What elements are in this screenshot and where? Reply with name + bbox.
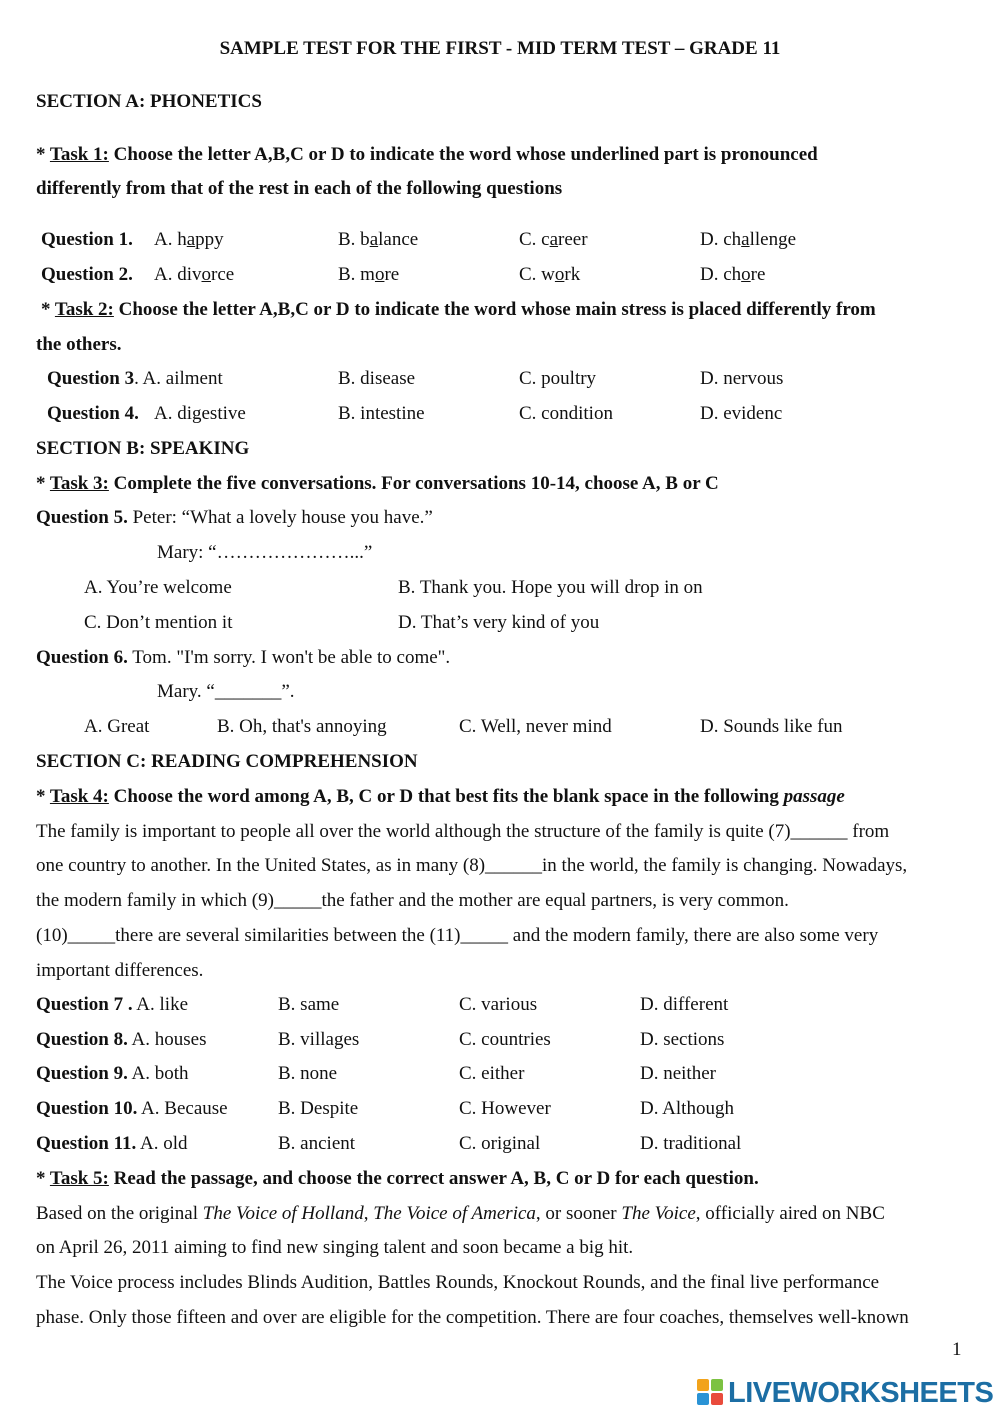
question-5-label: Question 5. — [36, 507, 128, 528]
option-d: D. nervous — [700, 368, 784, 389]
liveworksheets-logo[interactable] — [697, 1376, 993, 1410]
logo-icon — [697, 1379, 725, 1407]
option-a: A. You’re welcome — [84, 577, 232, 598]
option-b: B. Despite — [278, 1098, 359, 1119]
option-b: B. disease — [338, 368, 416, 389]
section-b-heading: SECTION B: SPEAKING — [36, 438, 250, 459]
task-1-text: Choose the letter A,B,C or D to indicate the word whose underlined part is pronounced — [108, 144, 818, 165]
task-3-instruction: * Task 3: Complete the five conversations. For conversations 10-14, choose A, B or C — [36, 473, 719, 494]
question-5-reply: Mary: “…………………...” — [157, 542, 373, 563]
option-c: C. either — [459, 1063, 525, 1084]
question-10-label: Question 10. — [36, 1098, 138, 1119]
question-6-text: Tom. "I'm sorry. I won't be able to come". — [127, 647, 451, 668]
option-b: B. more — [338, 264, 400, 285]
task-2-text: Choose the letter A,B,C or D to indicate the word whose main stress is placed differently from — [113, 299, 876, 320]
option-a: A. happy — [154, 229, 224, 250]
task-1-instruction — [36, 143, 818, 167]
question-7-label: Question 7 . — [36, 994, 133, 1015]
question-8-label: Question 8. — [36, 1029, 128, 1050]
task-3-label: Task 3: — [49, 473, 109, 494]
option-c: C. Don’t mention it — [84, 612, 233, 633]
task-2-label: Task 2: — [54, 299, 114, 320]
task-5-instruction: * Task 5: Read the passage, and choose the correct answer A, B, C or D for each question. — [36, 1168, 759, 1189]
question-6 — [36, 646, 450, 670]
option-a: A. like — [132, 994, 189, 1015]
option-d: D. sections — [640, 1029, 725, 1050]
option-a: A. Great — [84, 716, 150, 737]
option-d: D. That’s very kind of you — [398, 612, 600, 633]
question-6-reply: Mary. “_______”. — [157, 681, 295, 702]
passage-line: the modern family in which (9)_____the father and the mother are equal partners, is very common. — [36, 890, 789, 911]
option-a: A. Because — [137, 1098, 228, 1119]
question-4-label: Question 4. — [47, 403, 139, 424]
task-5-text: Read the passage, and choose the correct answer A, B, C or D for each question. — [108, 1168, 759, 1189]
option-d: D. chore — [700, 264, 766, 285]
question-6-label: Question 6. — [36, 647, 128, 668]
option-b: B. none — [278, 1063, 338, 1084]
option-d: D. neither — [640, 1063, 716, 1084]
option-d: D. evidenc — [700, 403, 783, 424]
option-d: D. different — [640, 994, 729, 1015]
task-4-label: Task 4: — [49, 786, 109, 807]
question-11-label: Question 11. — [36, 1133, 137, 1154]
passage-line: (10)_____there are several similarities between the (11)_____ and the modern family, there are also some very — [36, 925, 879, 946]
option-b: B. Oh, that's annoying — [217, 716, 387, 737]
task-2-instruction: * Task 2: Choose the letter A,B,C or D to indicate the word whose main stress is placed differently from — [41, 299, 876, 320]
task-3-text: Complete the five conversations. For conversations 10-14, choose A, B or C — [108, 473, 719, 494]
option-a: A. houses — [127, 1029, 207, 1050]
section-c-heading: SECTION C: READING COMPREHENSION — [36, 751, 418, 772]
option-c: C. various — [459, 994, 538, 1015]
option-b: B. intestine — [338, 403, 425, 424]
option-b: B. balance — [338, 229, 419, 250]
task-1-label: Task 1: — [49, 144, 109, 165]
question-5 — [36, 506, 433, 530]
task-4-text: Choose the word among A, B, C or D that best fits the blank space in the following — [108, 786, 784, 807]
star: * — [36, 144, 50, 165]
option-d: D. Sounds like fun — [700, 716, 843, 737]
task-4-italic: passage — [783, 786, 845, 807]
option-a: A. both — [127, 1063, 189, 1084]
option-c: C. career — [519, 229, 588, 250]
question-1-label: Question 1. — [41, 229, 133, 250]
option-b: B. villages — [278, 1029, 360, 1050]
task-5-label: Task 5: — [49, 1168, 109, 1189]
question-2-label: Question 2. — [41, 264, 133, 285]
page-title: SAMPLE TEST FOR THE FIRST - MID TERM TEST – GRADE 11 — [219, 38, 781, 59]
passage-line: one country to another. In the United States, as in many (8)______in the world, the family is changing. Nowadays, — [36, 855, 908, 876]
option-c: C. original — [459, 1133, 541, 1154]
page-number: 1 — [952, 1339, 962, 1360]
option-c: C. countries — [459, 1029, 551, 1050]
option-c: C. Well, never mind — [459, 716, 612, 737]
passage-line: phase. Only those fifteen and over are eligible for the competition. There are four coaches, themselves well-known — [36, 1307, 909, 1328]
option-c: C. poultry — [519, 368, 597, 389]
passage-line: Based on the original The Voice of Holland, The Voice of America, or sooner The Voice, officially aired on NBC — [36, 1203, 885, 1224]
option-d: D. traditional — [640, 1133, 742, 1154]
option-d: D. challenge — [700, 229, 797, 250]
passage-line: The Voice process includes Blinds Audition, Battles Rounds, Knockout Rounds, and the final live performance — [36, 1272, 880, 1293]
passage-line: important differences. — [36, 960, 204, 981]
option-c: C. work — [519, 264, 581, 285]
option-a: A. divorce — [154, 264, 235, 285]
task-1-instruction-cont: differently from that of the rest in each of the following questions — [36, 178, 563, 199]
passage-line: on April 26, 2011 aiming to find new singing talent and soon became a big hit. — [36, 1237, 634, 1258]
task-4-instruction: * Task 4: Choose the word among A, B, C or D that best fits the blank space in the following passage — [36, 786, 845, 807]
option-a: A. old — [136, 1133, 188, 1154]
passage-line: The family is important to people all over the world although the structure of the family is quite (7)______ from — [36, 821, 890, 842]
option-a: A. digestive — [154, 403, 246, 424]
question-5-text: Peter: “What a lovely house you have.” — [127, 507, 433, 528]
option-b: B. same — [278, 994, 340, 1015]
option-a: . A. ailment — [134, 368, 223, 389]
option-b: B. Thank you. Hope you will drop in on — [398, 577, 703, 598]
option-d: D. Although — [640, 1098, 734, 1119]
section-a-heading: SECTION A: PHONETICS — [36, 91, 262, 112]
question-9-label: Question 9. — [36, 1063, 128, 1084]
option-b: B. ancient — [278, 1133, 356, 1154]
option-c: C. However — [459, 1098, 551, 1119]
logo-text: LIVEWORKSHEETS — [728, 1376, 994, 1409]
option-c: C. condition — [519, 403, 613, 424]
question-3-label: Question 3 — [47, 368, 135, 389]
task-2-instruction-cont: the others. — [36, 334, 122, 355]
